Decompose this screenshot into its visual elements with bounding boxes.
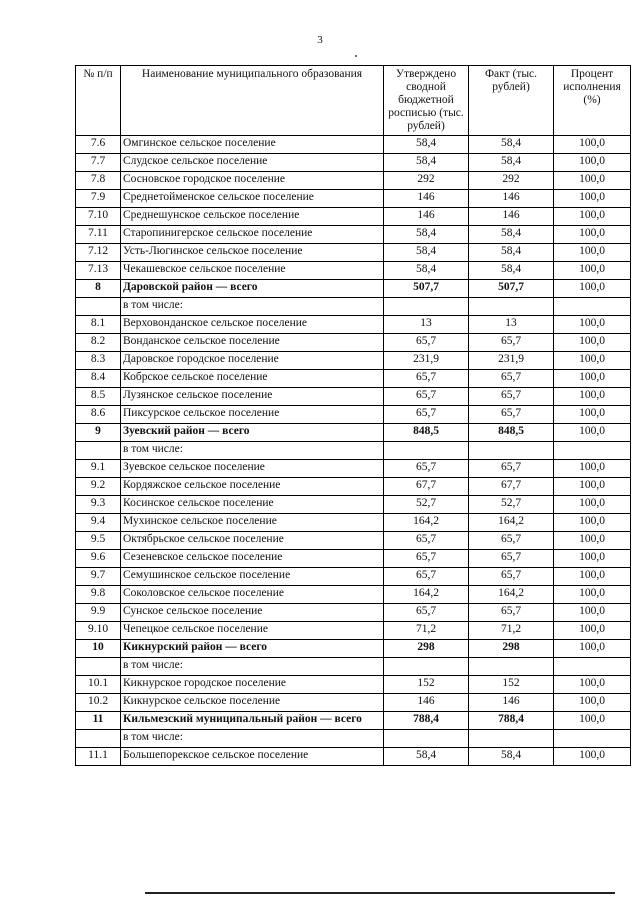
row-percent: 100,0: [554, 604, 631, 622]
row-fact: 65,7: [469, 568, 554, 586]
table-row: [76, 370, 631, 388]
row-approved: 58,4: [384, 154, 469, 172]
row-percent: 100,0: [554, 316, 631, 334]
row-percent: 100,0: [554, 496, 631, 514]
row-num: 9.4: [76, 514, 121, 532]
row-num: 7.7: [76, 154, 121, 172]
row-name: Зуевский район — всего: [121, 424, 384, 442]
row-fact: 58,4: [469, 226, 554, 244]
row-percent: 100,0: [554, 424, 631, 442]
row-name: Пиксурское сельское поселение: [121, 406, 384, 424]
row-fact: [469, 298, 554, 316]
row-name: Соколовское сельское поселение: [121, 586, 384, 604]
row-num: 9.3: [76, 496, 121, 514]
row-name: Кордяжское сельское поселение: [121, 478, 384, 496]
row-approved: 52,7: [384, 496, 469, 514]
table-row: [76, 442, 631, 460]
table-row: [76, 694, 631, 712]
row-fact: 146: [469, 190, 554, 208]
table-header-row: [76, 66, 631, 136]
row-num: 7.9: [76, 190, 121, 208]
row-approved: 58,4: [384, 136, 469, 154]
table-row: [76, 136, 631, 154]
row-approved: 58,4: [384, 244, 469, 262]
row-approved: 146: [384, 694, 469, 712]
row-num: 7.10: [76, 208, 121, 226]
table-row: [76, 154, 631, 172]
row-percent: 100,0: [554, 622, 631, 640]
row-num: [76, 442, 121, 460]
row-fact: 146: [469, 694, 554, 712]
row-percent: 100,0: [554, 676, 631, 694]
row-approved: 65,7: [384, 460, 469, 478]
row-approved: 65,7: [384, 334, 469, 352]
row-percent: 100,0: [554, 370, 631, 388]
row-num: 8.4: [76, 370, 121, 388]
row-percent: 100,0: [554, 154, 631, 172]
row-fact: 58,4: [469, 262, 554, 280]
scan-speck: [355, 55, 357, 57]
row-name: в том числе:: [121, 298, 384, 316]
row-approved: 507,7: [384, 280, 469, 298]
table-row: [76, 532, 631, 550]
row-fact: [469, 442, 554, 460]
row-num: 8.3: [76, 352, 121, 370]
row-num: 8.5: [76, 388, 121, 406]
row-num: 9.8: [76, 586, 121, 604]
table-row-total: [76, 640, 631, 658]
row-num: 7.8: [76, 172, 121, 190]
table-row: [76, 262, 631, 280]
row-percent: 100,0: [554, 694, 631, 712]
row-percent: 100,0: [554, 712, 631, 730]
row-approved: 65,7: [384, 550, 469, 568]
row-percent: [554, 298, 631, 316]
row-approved: [384, 442, 469, 460]
table-row: [76, 316, 631, 334]
row-num: 9.7: [76, 568, 121, 586]
row-percent: 100,0: [554, 748, 631, 766]
row-num: 10.2: [76, 694, 121, 712]
row-percent: 100,0: [554, 550, 631, 568]
row-name: Кикнурское сельское поселение: [121, 694, 384, 712]
row-approved: 67,7: [384, 478, 469, 496]
row-name: Кикнурское городское поселение: [121, 676, 384, 694]
row-name: Большепорекское сельское поселение: [121, 748, 384, 766]
row-num: 9: [76, 424, 121, 442]
row-num: 7.13: [76, 262, 121, 280]
row-fact: 67,7: [469, 478, 554, 496]
row-name: Сунское сельское поселение: [121, 604, 384, 622]
bottom-rule: [145, 892, 615, 894]
row-num: [76, 658, 121, 676]
row-fact: 58,4: [469, 154, 554, 172]
row-percent: 100,0: [554, 388, 631, 406]
table-row: [76, 406, 631, 424]
row-num: 7.12: [76, 244, 121, 262]
row-num: 9.5: [76, 532, 121, 550]
table-body: [76, 136, 631, 766]
budget-table: [75, 65, 631, 766]
row-fact: 65,7: [469, 370, 554, 388]
row-approved: 164,2: [384, 586, 469, 604]
row-name: Кикнурский район — всего: [121, 640, 384, 658]
row-percent: 100,0: [554, 406, 631, 424]
row-fact: 52,7: [469, 496, 554, 514]
row-approved: 65,7: [384, 532, 469, 550]
table-row: [76, 586, 631, 604]
row-percent: [554, 658, 631, 676]
row-num: [76, 298, 121, 316]
row-percent: 100,0: [554, 262, 631, 280]
header-fact: Факт (тыс. рублей): [469, 66, 554, 136]
row-percent: 100,0: [554, 280, 631, 298]
table-row: [76, 388, 631, 406]
table-row: [76, 622, 631, 640]
row-fact: 292: [469, 172, 554, 190]
table-row: [76, 748, 631, 766]
row-name: Мухинское сельское поселение: [121, 514, 384, 532]
row-name: Омгинское сельское поселение: [121, 136, 384, 154]
row-approved: 71,2: [384, 622, 469, 640]
row-fact: 58,4: [469, 748, 554, 766]
table-row: [76, 334, 631, 352]
row-approved: 292: [384, 172, 469, 190]
row-approved: [384, 658, 469, 676]
row-percent: [554, 442, 631, 460]
table-row: [76, 244, 631, 262]
row-approved: 788,4: [384, 712, 469, 730]
row-name: Косинское сельское поселение: [121, 496, 384, 514]
header-name: Наименование муниципального образования: [121, 66, 384, 136]
table-row: [76, 496, 631, 514]
row-fact: 58,4: [469, 244, 554, 262]
row-percent: 100,0: [554, 136, 631, 154]
row-num: [76, 730, 121, 748]
row-fact: 71,2: [469, 622, 554, 640]
table-row-total: [76, 712, 631, 730]
row-approved: 65,7: [384, 406, 469, 424]
row-fact: 65,7: [469, 388, 554, 406]
row-fact: 65,7: [469, 532, 554, 550]
row-percent: 100,0: [554, 208, 631, 226]
row-num: 8.2: [76, 334, 121, 352]
row-fact: 231,9: [469, 352, 554, 370]
page-number: 3: [317, 34, 323, 46]
row-name: Кобрское сельское поселение: [121, 370, 384, 388]
row-num: 9.2: [76, 478, 121, 496]
row-fact: 298: [469, 640, 554, 658]
row-name: Слудское сельское поселение: [121, 154, 384, 172]
row-num: 7.6: [76, 136, 121, 154]
row-approved: 152: [384, 676, 469, 694]
row-num: 7.11: [76, 226, 121, 244]
table-row: [76, 514, 631, 532]
row-num: 9.1: [76, 460, 121, 478]
row-percent: 100,0: [554, 172, 631, 190]
row-num: 8.1: [76, 316, 121, 334]
row-approved: 164,2: [384, 514, 469, 532]
row-percent: 100,0: [554, 226, 631, 244]
row-num: 8.6: [76, 406, 121, 424]
row-percent: 100,0: [554, 334, 631, 352]
table-row: [76, 190, 631, 208]
row-num: 11: [76, 712, 121, 730]
row-num: 8: [76, 280, 121, 298]
table-row: [76, 226, 631, 244]
row-name: в том числе:: [121, 442, 384, 460]
row-percent: 100,0: [554, 190, 631, 208]
row-num: 9.9: [76, 604, 121, 622]
header-num: № п/п: [76, 66, 121, 136]
row-fact: 65,7: [469, 604, 554, 622]
row-name: Чекашевское сельское поселение: [121, 262, 384, 280]
row-name: Даровской район — всего: [121, 280, 384, 298]
row-fact: 58,4: [469, 136, 554, 154]
table-row: [76, 478, 631, 496]
row-percent: 100,0: [554, 568, 631, 586]
row-approved: [384, 298, 469, 316]
row-name: в том числе:: [121, 658, 384, 676]
row-approved: 65,7: [384, 388, 469, 406]
row-num: 11.1: [76, 748, 121, 766]
table-row: [76, 208, 631, 226]
table-row: [76, 550, 631, 568]
row-percent: 100,0: [554, 478, 631, 496]
row-approved: 146: [384, 190, 469, 208]
row-name: Сезеневское сельское поселение: [121, 550, 384, 568]
row-percent: [554, 730, 631, 748]
row-fact: 848,5: [469, 424, 554, 442]
row-name: Старопинигерское сельское поселение: [121, 226, 384, 244]
row-name: Сосновское городское поселение: [121, 172, 384, 190]
row-approved: 146: [384, 208, 469, 226]
row-fact: 65,7: [469, 334, 554, 352]
table-row: [76, 658, 631, 676]
row-approved: 848,5: [384, 424, 469, 442]
row-fact: 13: [469, 316, 554, 334]
row-fact: 65,7: [469, 406, 554, 424]
row-name: Кильмезский муниципальный район — всего: [121, 712, 384, 730]
row-name: в том числе:: [121, 730, 384, 748]
row-percent: 100,0: [554, 586, 631, 604]
row-approved: 231,9: [384, 352, 469, 370]
row-fact: 788,4: [469, 712, 554, 730]
header-approved: Утверждено сводной бюджетной росписью (тыс. рублей): [384, 66, 469, 136]
row-percent: 100,0: [554, 460, 631, 478]
row-approved: 58,4: [384, 748, 469, 766]
table-row: [76, 676, 631, 694]
row-num: 9.10: [76, 622, 121, 640]
table-row: [76, 730, 631, 748]
row-name: Октябрьское сельское поселение: [121, 532, 384, 550]
row-percent: 100,0: [554, 514, 631, 532]
row-num: 10.1: [76, 676, 121, 694]
row-name: Среднешунское сельское поселение: [121, 208, 384, 226]
row-approved: 298: [384, 640, 469, 658]
table-row: [76, 172, 631, 190]
row-name: Усть-Люгинское сельское поселение: [121, 244, 384, 262]
row-fact: 65,7: [469, 460, 554, 478]
table-row: [76, 568, 631, 586]
row-num: 9.6: [76, 550, 121, 568]
row-name: Среднетойменское сельское поселение: [121, 190, 384, 208]
row-approved: 65,7: [384, 604, 469, 622]
row-name: Семушинское сельское поселение: [121, 568, 384, 586]
table-row: [76, 604, 631, 622]
row-fact: 164,2: [469, 586, 554, 604]
row-name: Лузянское сельское поселение: [121, 388, 384, 406]
table-row: [76, 352, 631, 370]
row-approved: 58,4: [384, 226, 469, 244]
row-approved: [384, 730, 469, 748]
row-approved: 58,4: [384, 262, 469, 280]
row-fact: 507,7: [469, 280, 554, 298]
row-percent: 100,0: [554, 640, 631, 658]
row-name: Вонданское сельское поселение: [121, 334, 384, 352]
row-fact: 152: [469, 676, 554, 694]
row-fact: 65,7: [469, 550, 554, 568]
row-approved: 13: [384, 316, 469, 334]
row-name: Даровское городское поселение: [121, 352, 384, 370]
row-name: Зуевское сельское поселение: [121, 460, 384, 478]
row-fact: 164,2: [469, 514, 554, 532]
row-name: Верховонданское сельское поселение: [121, 316, 384, 334]
row-fact: 146: [469, 208, 554, 226]
row-name: Чепецкое сельское поселение: [121, 622, 384, 640]
row-percent: 100,0: [554, 532, 631, 550]
row-percent: 100,0: [554, 244, 631, 262]
row-percent: 100,0: [554, 352, 631, 370]
row-fact: [469, 730, 554, 748]
row-approved: 65,7: [384, 370, 469, 388]
header-percent: Процент исполнения (%): [554, 66, 631, 136]
table-row: [76, 298, 631, 316]
table-row: [76, 460, 631, 478]
row-approved: 65,7: [384, 568, 469, 586]
row-num: 10: [76, 640, 121, 658]
row-fact: [469, 658, 554, 676]
table-row-total: [76, 280, 631, 298]
table-row-total: [76, 424, 631, 442]
